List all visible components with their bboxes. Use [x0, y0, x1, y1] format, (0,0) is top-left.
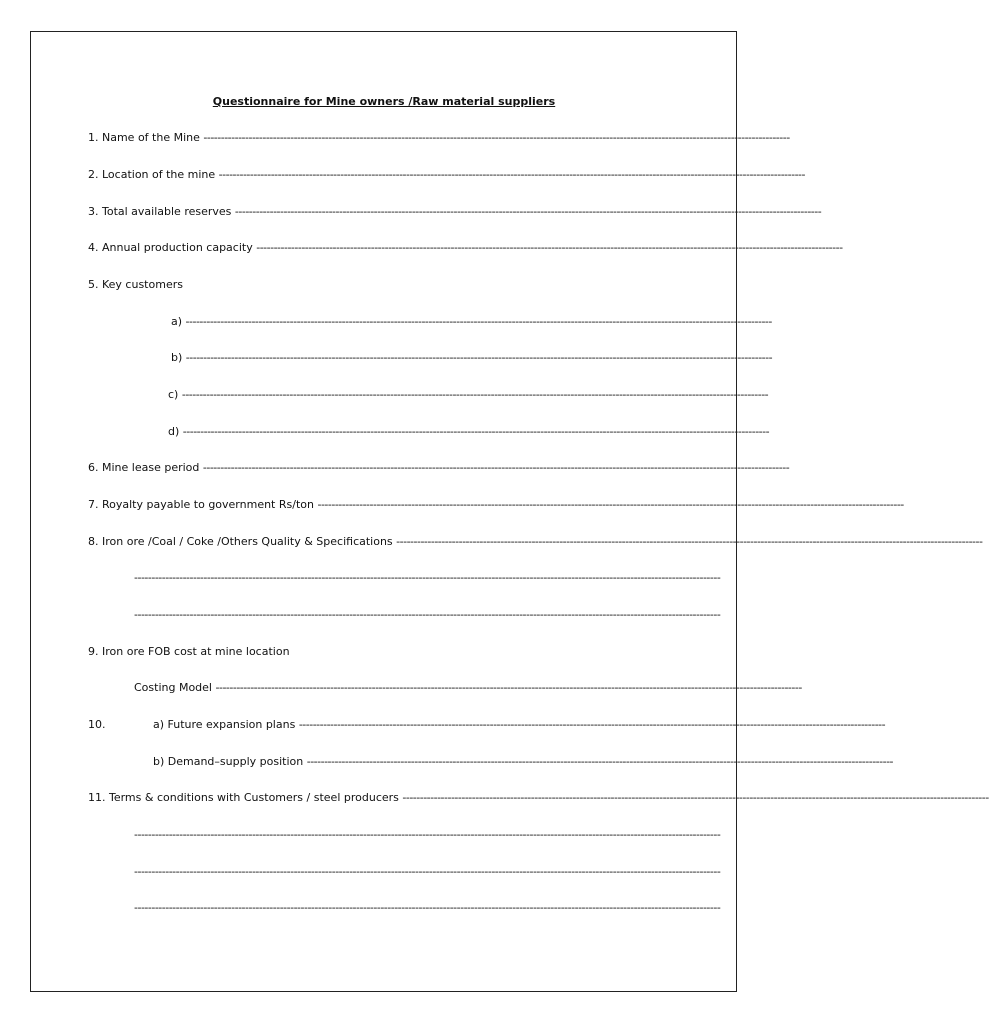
answer-line[interactable]: ------------------------------------------------------------------------------------------------------------------------------------------------------------------------- [306, 755, 894, 768]
answer-line[interactable]: ------------------------------------------------------------------------------------------------------------------------------------------------------------------------- [202, 461, 790, 474]
question-11-label: 11. Terms & conditions with Customers / steel producers [88, 791, 399, 804]
answer-line[interactable]: ------------------------------------------------------------------------------------------------------------------------------------------------------------------------- [182, 425, 770, 438]
customer-d-row [168, 425, 770, 439]
answer-line-continuation[interactable]: ------------------------------------------------------------------------------------------------------------------------------------------------------------------------- [134, 901, 721, 914]
question-11-row [88, 791, 989, 805]
answer-line[interactable]: ------------------------------------------------------------------------------------------------------------------------------------------------------------------------- [218, 168, 805, 181]
customer-a-row [171, 315, 772, 329]
customer-d-label: d) [168, 425, 180, 438]
question-10b-label: b) Demand–supply position [153, 755, 304, 768]
answer-line[interactable]: ------------------------------------------------------------------------------------------------------------------------------------------------------------------------- [256, 241, 843, 254]
answer-line-continuation[interactable]: ------------------------------------------------------------------------------------------------------------------------------------------------------------------------- [134, 865, 721, 878]
answer-line-continuation[interactable]: ------------------------------------------------------------------------------------------------------------------------------------------------------------------------- [134, 828, 721, 841]
question-4-label: 4. Annual production capacity [88, 241, 253, 254]
question-3-row [88, 205, 822, 219]
question-2-label: 2. Location of the mine [88, 168, 216, 181]
customer-a-label: a) [171, 315, 183, 328]
question-10a-row [153, 718, 886, 732]
answer-line[interactable]: ------------------------------------------------------------------------------------------------------------------------------------------------------------------------- [203, 131, 790, 144]
question-6-row [88, 461, 790, 475]
answer-line[interactable]: ------------------------------------------------------------------------------------------------------------------------------------------------------------------------- [402, 791, 989, 804]
customer-b-row [171, 351, 773, 365]
answer-line[interactable]: ------------------------------------------------------------------------------------------------------------------------------------------------------------------------- [181, 388, 769, 401]
question-10a-label: a) Future expansion plans [153, 718, 296, 731]
answer-line[interactable]: ------------------------------------------------------------------------------------------------------------------------------------------------------------------------- [396, 535, 983, 548]
question-9-label: 9. Iron ore FOB cost at mine location [88, 645, 290, 658]
question-3-label: 3. Total available reserves [88, 205, 232, 218]
question-8-label: 8. Iron ore /Coal / Coke /Others Quality & Specifications [88, 535, 393, 548]
page-title: Questionnaire for Mine owners /Raw material suppliers [212, 95, 556, 108]
question-1-label: 1. Name of the Mine [88, 131, 200, 144]
question-4-row [88, 241, 843, 255]
question-1-row [88, 131, 790, 145]
question-2-row [88, 168, 805, 182]
question-5-row [88, 278, 388, 292]
answer-line-continuation[interactable]: ------------------------------------------------------------------------------------------------------------------------------------------------------------------------- [134, 571, 721, 584]
customer-c-row [168, 388, 769, 402]
customer-c-label: c) [168, 388, 179, 401]
question-7-label: 7. Royalty payable to government Rs/ton [88, 498, 314, 511]
answer-line[interactable]: ------------------------------------------------------------------------------------------------------------------------------------------------------------------------- [317, 498, 904, 511]
question-5-label: 5. Key customers [88, 278, 183, 291]
answer-line[interactable]: ------------------------------------------------------------------------------------------------------------------------------------------------------------------------- [215, 681, 802, 694]
answer-line-continuation[interactable]: ------------------------------------------------------------------------------------------------------------------------------------------------------------------------- [134, 608, 721, 621]
question-6-label: 6. Mine lease period [88, 461, 200, 474]
question-10b-row [153, 755, 894, 769]
answer-line[interactable]: ------------------------------------------------------------------------------------------------------------------------------------------------------------------------- [298, 718, 886, 731]
question-7-row [88, 498, 904, 512]
customer-b-label: b) [171, 351, 183, 364]
answer-line[interactable]: ------------------------------------------------------------------------------------------------------------------------------------------------------------------------- [185, 315, 772, 328]
question-9-row [88, 645, 388, 659]
answer-line[interactable]: ------------------------------------------------------------------------------------------------------------------------------------------------------------------------- [234, 205, 822, 218]
question-10-number: 10. [88, 718, 106, 731]
costing-model-row [134, 681, 802, 695]
answer-line[interactable]: ------------------------------------------------------------------------------------------------------------------------------------------------------------------------- [185, 351, 773, 364]
costing-model-label: Costing Model [134, 681, 212, 694]
question-8-row [88, 535, 983, 549]
